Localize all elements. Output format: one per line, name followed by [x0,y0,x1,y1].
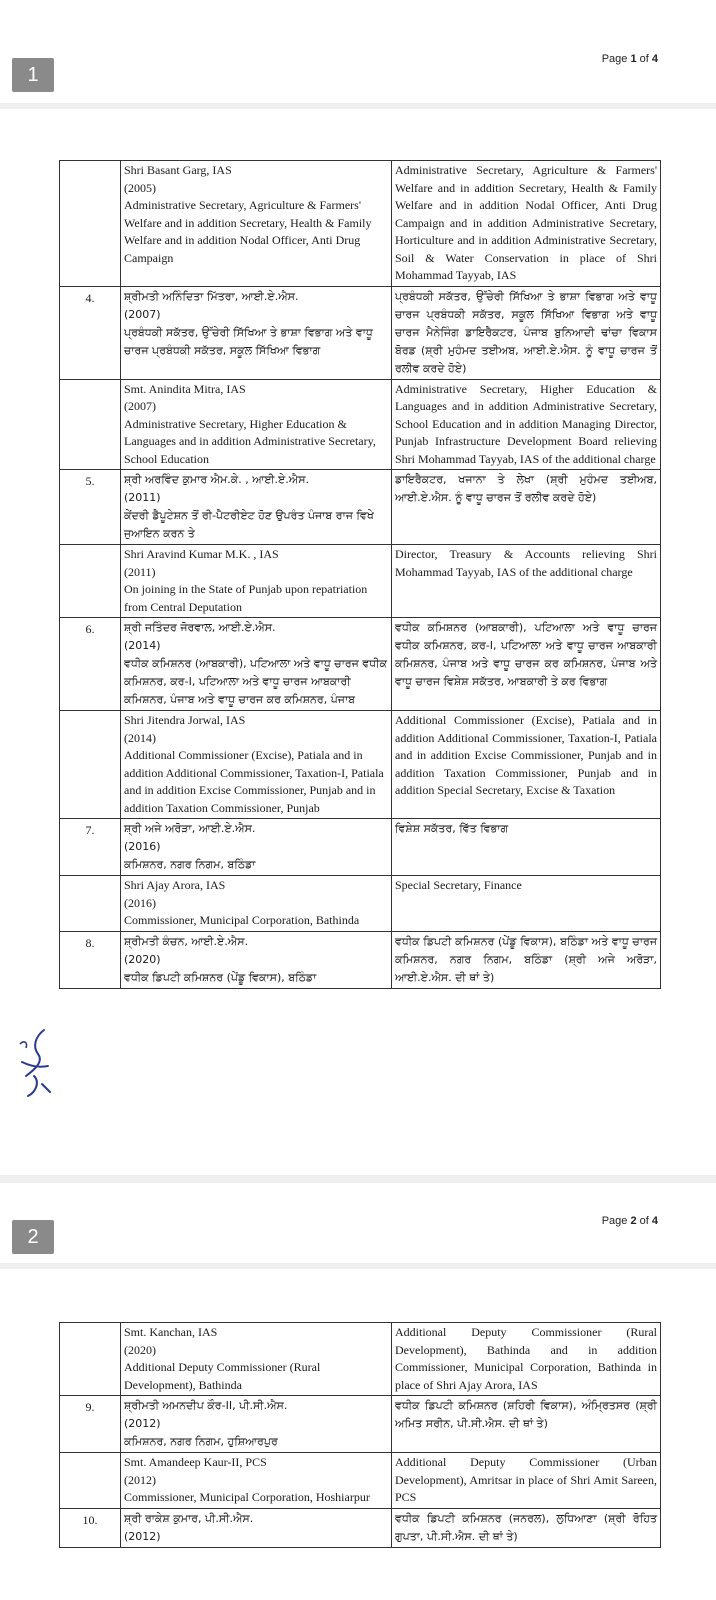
new-posting: Administrative Secretary, Agriculture & Farmers' Welfare and in addition Secretary, Health & Family Welfare and in addition Nodal Officer, Anti Drug Campaign and in addition Administrative Secretary, Horticulture and in addition Administrative Secretary, Soil & Water Conservation in place of Shri Mohammad Tayyab, IAS [392,161,661,287]
officer-current-posting [121,618,392,711]
officer-current-posting [121,545,392,618]
serial-number: 5. [60,470,121,545]
serial-number [60,711,121,819]
current-posting: ਵਧੀਕ ਡਿਪਟੀ ਕਮਿਸ਼ਨਰ (ਪੇਂਡੂ ਵਿਕਾਸ), ਬਠਿੰਡਾ [124,970,317,984]
table-row [60,876,661,932]
serial-number [60,1453,121,1509]
signature-mark [14,1022,58,1102]
batch-year: (2011) [124,491,161,504]
serial-number [60,379,121,470]
officer-name: ਸ਼੍ਰੀ ਅਰਵਿੰਦ ਕੁਮਾਰ ਐਮ.ਕੇ. , ਆਈ.ਏ.ਐਸ. [124,473,310,486]
table-row [60,286,661,379]
serial-number: 4. [60,286,121,379]
batch-year: (2007) [124,399,156,413]
officer-name: Shri Aravind Kumar M.K. , IAS [124,547,279,561]
page-separator [0,1263,716,1269]
batch-year: (2012) [124,1472,156,1487]
new-posting: Administrative Secretary, Higher Education & Languages and in addition Administrative Secretary, School Education and in addition Managing Director, Punjab Infrastructure Development Board relieving Shri Mohammad Tayyab, IAS of the additional charge [392,379,661,470]
table-row [60,1453,661,1509]
officer-name: ਸ਼੍ਰੀਮਤੀ ਅਮਨਦੀਪ ਕੌਰ-II, ਪੀ.ਸੀ.ਐਸ. [124,1399,288,1412]
officer-name: ਸ਼੍ਰੀਮਤੀ ਕੰਚਨ, ਆਈ.ਏ.ਐਸ. [124,934,249,948]
officer-name: Smt. Anindita Mitra, IAS [124,381,246,396]
serial-number [60,876,121,932]
page-number-badge: 1 [12,58,54,92]
officer-name: Shri Basant Garg, IAS [124,163,232,177]
officer-name: Smt. Amandeep Kaur-II, PCS [124,1455,267,1469]
current-posting: ਵਧੀਕ ਕਮਿਸ਼ਨਰ (ਆਬਕਾਰੀ), ਪਟਿਆਲਾ ਅਤੇ ਵਾਧੂ ਚਾਰਜ ਵਧੀਕ ਕਮਿਸ਼ਨਰ, ਕਰ-I, ਪਟਿਆਲਾ ਅਤੇ ਵਾਧੂ ਚਾਰਜ ਆਬਕਾਰੀ ਕਮਿਸ਼ਨਰ, ਪੰਜਾਬ ਅਤੇ ਵਾਧੂ ਚਾਰਜ ਕਰ ਕਮਿਸ਼ਨਰ, ਪੰਜਾਬ [124,657,387,706]
serial-number: 8. [60,931,121,988]
batch-year: (2014) [124,730,156,745]
batch-year: (2012) [124,1417,161,1430]
table-row [60,161,661,287]
serial-number: 6. [60,618,121,711]
new-posting: ਵਿਸ਼ੇਸ਼ ਸਕੱਤਰ, ਵਿੱਤ ਵਿਭਾਗ [392,819,661,876]
current-posting: ਕਮਿਸ਼ਨਰ, ਨਗਰ ਨਿਗਮ, ਬਠਿੰਡਾ [124,858,256,871]
officer-name: ਸ਼੍ਰੀ ਜਤਿੰਦਰ ਜੋਰਵਾਲ, ਆਈ.ਏ.ਐਸ. [124,621,276,634]
batch-year: (2020) [124,1342,156,1357]
serial-number [60,545,121,618]
officer-name: Shri Ajay Arora, IAS [124,878,226,892]
new-posting: Additional Deputy Commissioner (Urban Development), Amritsar in place of Shri Amit Sareen, PCS [392,1453,661,1509]
current-posting: Additional Deputy Commissioner (Rural Development), Bathinda [124,1360,321,1392]
table-row [60,1323,661,1396]
page-separator [0,1175,716,1183]
transfer-table-page-2 [59,1322,661,1548]
officer-current-posting [121,1453,392,1509]
current-posting: On joining in the State of Punjab upon repatriation from Central Deputation [124,582,368,614]
officer-current-posting [121,379,392,470]
current-posting: Additional Commissioner (Excise), Patiala and in addition Additional Commissioner, Taxation-I, Patiala and in addition Excise Commissioner, Punjab and in addition Taxation Commissioner, Punjab [124,748,384,815]
new-posting: Additional Deputy Commissioner (Rural Development), Bathinda and in addition Commissioner, Municipal Corporation, Bathinda in place of Shri Ajay Arora, IAS [392,1323,661,1396]
current-posting: ਕਮਿਸ਼ਨਰ, ਨਗਰ ਨਿਗਮ, ਹੁਸ਼ਿਆਰਪੁਰ [124,1435,278,1448]
current-posting: ਪ੍ਰਬੰਧਕੀ ਸਕੱਤਰ, ਉੱਚੇਰੀ ਸਿੱਖਿਆ ਤੇ ਭਾਸ਼ਾ ਵਿਭਾਗ ਅਤੇ ਵਾਧੂ ਚਾਰਜ ਪ੍ਰਬੰਧਕੀ ਸਕੱਤਰ, ਸਕੂਲ ਸਿੱਖਿਆ ਵਿਭਾਗ [124,325,373,357]
batch-year: (2016) [124,840,161,853]
officer-name: ਸ਼੍ਰੀ ਰਾਕੇਸ਼ ਕੁਮਾਰ, ਪੀ.ਸੀ.ਐਸ. [124,1511,254,1525]
officer-current-posting [121,286,392,379]
new-posting: Special Secretary, Finance [392,876,661,932]
page-indicator: Page 1 of 4 [601,53,658,65]
table-row [60,1396,661,1453]
table-row [60,545,661,618]
table-row [60,931,661,988]
current-posting: Administrative Secretary, Agriculture & Farmers' Welfare and in addition Secretary, Health & Family Welfare and in addition Nodal Officer, Anti Drug Campaign [124,198,372,265]
serial-number: 9. [60,1396,121,1453]
new-posting: ਵਧੀਕ ਕਮਿਸ਼ਨਰ (ਆਬਕਾਰੀ), ਪਟਿਆਲਾ ਅਤੇ ਵਾਧੂ ਚਾਰਜ ਵਧੀਕ ਕਮਿਸ਼ਨਰ, ਕਰ-I, ਪਟਿਆਲਾ ਅਤੇ ਵਾਧੂ ਚਾਰਜ ਆਬਕਾਰੀ ਕਮਿਸ਼ਨਰ, ਪੰਜਾਬ ਅਤੇ ਵਾਧੂ ਚਾਰਜ ਕਰ ਕਮਿਸ਼ਨਰ, ਪੰਜਾਬ ਅਤੇ ਵਾਧੂ ਚਾਰਜ ਵਿਸ਼ੇਸ਼ ਸਕੱਤਰ, ਆਬਕਾਰੀ ਤੇ ਕਰ ਵਿਭਾਗ [392,618,661,711]
table-row [60,711,661,819]
current-posting: Administrative Secretary, Higher Education & Languages and in addition Administrative Secretary, School Education [124,416,376,466]
officer-current-posting [121,470,392,545]
serial-number [60,1323,121,1396]
batch-year: (2016) [124,895,156,910]
table-row [60,470,661,545]
current-posting: ਕੇਂਦਰੀ ਡੈਪੂਟੇਸ਼ਨ ਤੋਂ ਰੀ-ਪੈਟਰੀਏਟ ਹੋਣ ਉਪਰੰਤ ਪੰਜਾਬ ਰਾਜ ਵਿਖੇ ਜੁਆਇਨ ਕਰਨ ਤੇ [124,509,374,540]
batch-year: (2005) [124,180,156,195]
current-posting: Commissioner, Municipal Corporation, Hoshiarpur [124,1490,370,1504]
new-posting: ਡਾਇਰੈਕਟਰ, ਖਜਾਨਾ ਤੇ ਲੇਖਾ (ਸ਼੍ਰੀ ਮੁਹੰਮਦ ਤਈਅਬ, ਆਈ.ਏ.ਐਸ. ਨੂੰ ਵਾਧੂ ਚਾਰਜ ਤੋਂ ਰਲੀਵ ਕਰਦੇ ਹੋਏ) [392,470,661,545]
new-posting: Additional Commissioner (Excise), Patiala and in addition Additional Commissioner, Taxation-I, Patiala and in addition Excise Commissioner, Punjab and in addition Taxation Commissioner, Punjab and in addition Special Secretary, Excise & Taxation [392,711,661,819]
page-number-badge: 2 [12,1220,54,1254]
officer-current-posting [121,711,392,819]
current-posting: Commissioner, Municipal Corporation, Bathinda [124,913,360,927]
officer-current-posting [121,1323,392,1396]
transfer-table-page-1 [59,160,661,989]
serial-number: 10. [60,1508,121,1547]
batch-year: (2012) [124,1529,161,1543]
table-row [60,819,661,876]
officer-current-posting [121,819,392,876]
page-indicator: Page 2 of 4 [601,1215,658,1227]
officer-current-posting [121,1396,392,1453]
table-row [60,1508,661,1547]
officer-current-posting [121,931,392,988]
batch-year: (2011) [124,564,156,579]
serial-number: 7. [60,819,121,876]
serial-number [60,161,121,287]
new-posting: ਵਧੀਕ ਡਿਪਟੀ ਕਮਿਸ਼ਨਰ (ਜਨਰਲ), ਲੁਧਿਆਣਾ (ਸ਼੍ਰੀ ਰੋਹਿਤ ਗੁਪਤਾ, ਪੀ.ਸੀ.ਐਸ. ਦੀ ਥਾਂ ਤੇ) [392,1508,661,1547]
table-row [60,618,661,711]
new-posting: Director, Treasury & Accounts relieving Shri Mohammad Tayyab, IAS of the additional charge [392,545,661,618]
batch-year: (2007) [124,307,161,321]
officer-current-posting [121,876,392,932]
new-posting: ਪ੍ਰਬੰਧਕੀ ਸਕੱਤਰ, ਉੱਚੇਰੀ ਸਿੱਖਿਆ ਤੇ ਭਾਸ਼ਾ ਵਿਭਾਗ ਅਤੇ ਵਾਧੂ ਚਾਰਜ ਪ੍ਰਬੰਧਕੀ ਸਕੱਤਰ, ਸਕੂਲ ਸਿੱਖਿਆ ਵਿਭਾਗ ਅਤੇ ਵਾਧੂ ਚਾਰਜ ਮੈਨੇਜਿੰਗ ਡਾਇਰੈਕਟਰ, ਪੰਜਾਬ ਬੁਨਿਆਦੀ ਢਾਂਚਾ ਵਿਕਾਸ ਬੋਰਡ (ਸ਼੍ਰੀ ਮੁਹੰਮਦ ਤਈਅਬ, ਆਈ.ਏ.ਐਸ. ਨੂੰ ਵਾਧੂ ਚਾਰਜ ਤੋਂ ਰਲੀਵ ਕਰਦੇ ਹੋਏ) [392,286,661,379]
new-posting: ਵਧੀਕ ਡਿਪਟੀ ਕਮਿਸ਼ਨਰ (ਪੇਂਡੂ ਵਿਕਾਸ), ਬਠਿੰਡਾ ਅਤੇ ਵਾਧੂ ਚਾਰਜ ਕਮਿਸ਼ਨਰ, ਨਗਰ ਨਿਗਮ, ਬਠਿੰਡਾ (ਸ਼੍ਰੀ ਅਜੇ ਅਰੋੜਾ, ਆਈ.ਏ.ਐਸ. ਦੀ ਥਾਂ ਤੇ) [392,931,661,988]
officer-name: Shri Jitendra Jorwal, IAS [124,713,246,727]
officer-current-posting [121,1508,392,1547]
officer-name: ਸ਼੍ਰੀਮਤੀ ਅਨਿੰਦਿਤਾ ਮਿੱਤਰਾ, ਆਈ.ਏ.ਐਸ. [124,289,299,303]
officer-name: ਸ਼੍ਰੀ ਅਜੇ ਅਰੋੜਾ, ਆਈ.ਏ.ਐਸ. [124,822,256,835]
officer-name: Smt. Kanchan, IAS [124,1325,218,1339]
new-posting: ਵਧੀਕ ਡਿਪਟੀ ਕਮਿਸ਼ਨਰ (ਸ਼ਹਿਰੀ ਵਿਕਾਸ), ਅੰਮ੍ਰਿਤਸਰ (ਸ਼੍ਰੀ ਅਮਿਤ ਸਰੀਨ, ਪੀ.ਸੀ.ਐਸ. ਦੀ ਥਾਂ ਤੇ) [392,1396,661,1453]
batch-year: (2020) [124,952,161,966]
batch-year: (2014) [124,639,161,652]
page-separator [0,103,716,109]
table-row [60,379,661,470]
officer-current-posting [121,161,392,287]
